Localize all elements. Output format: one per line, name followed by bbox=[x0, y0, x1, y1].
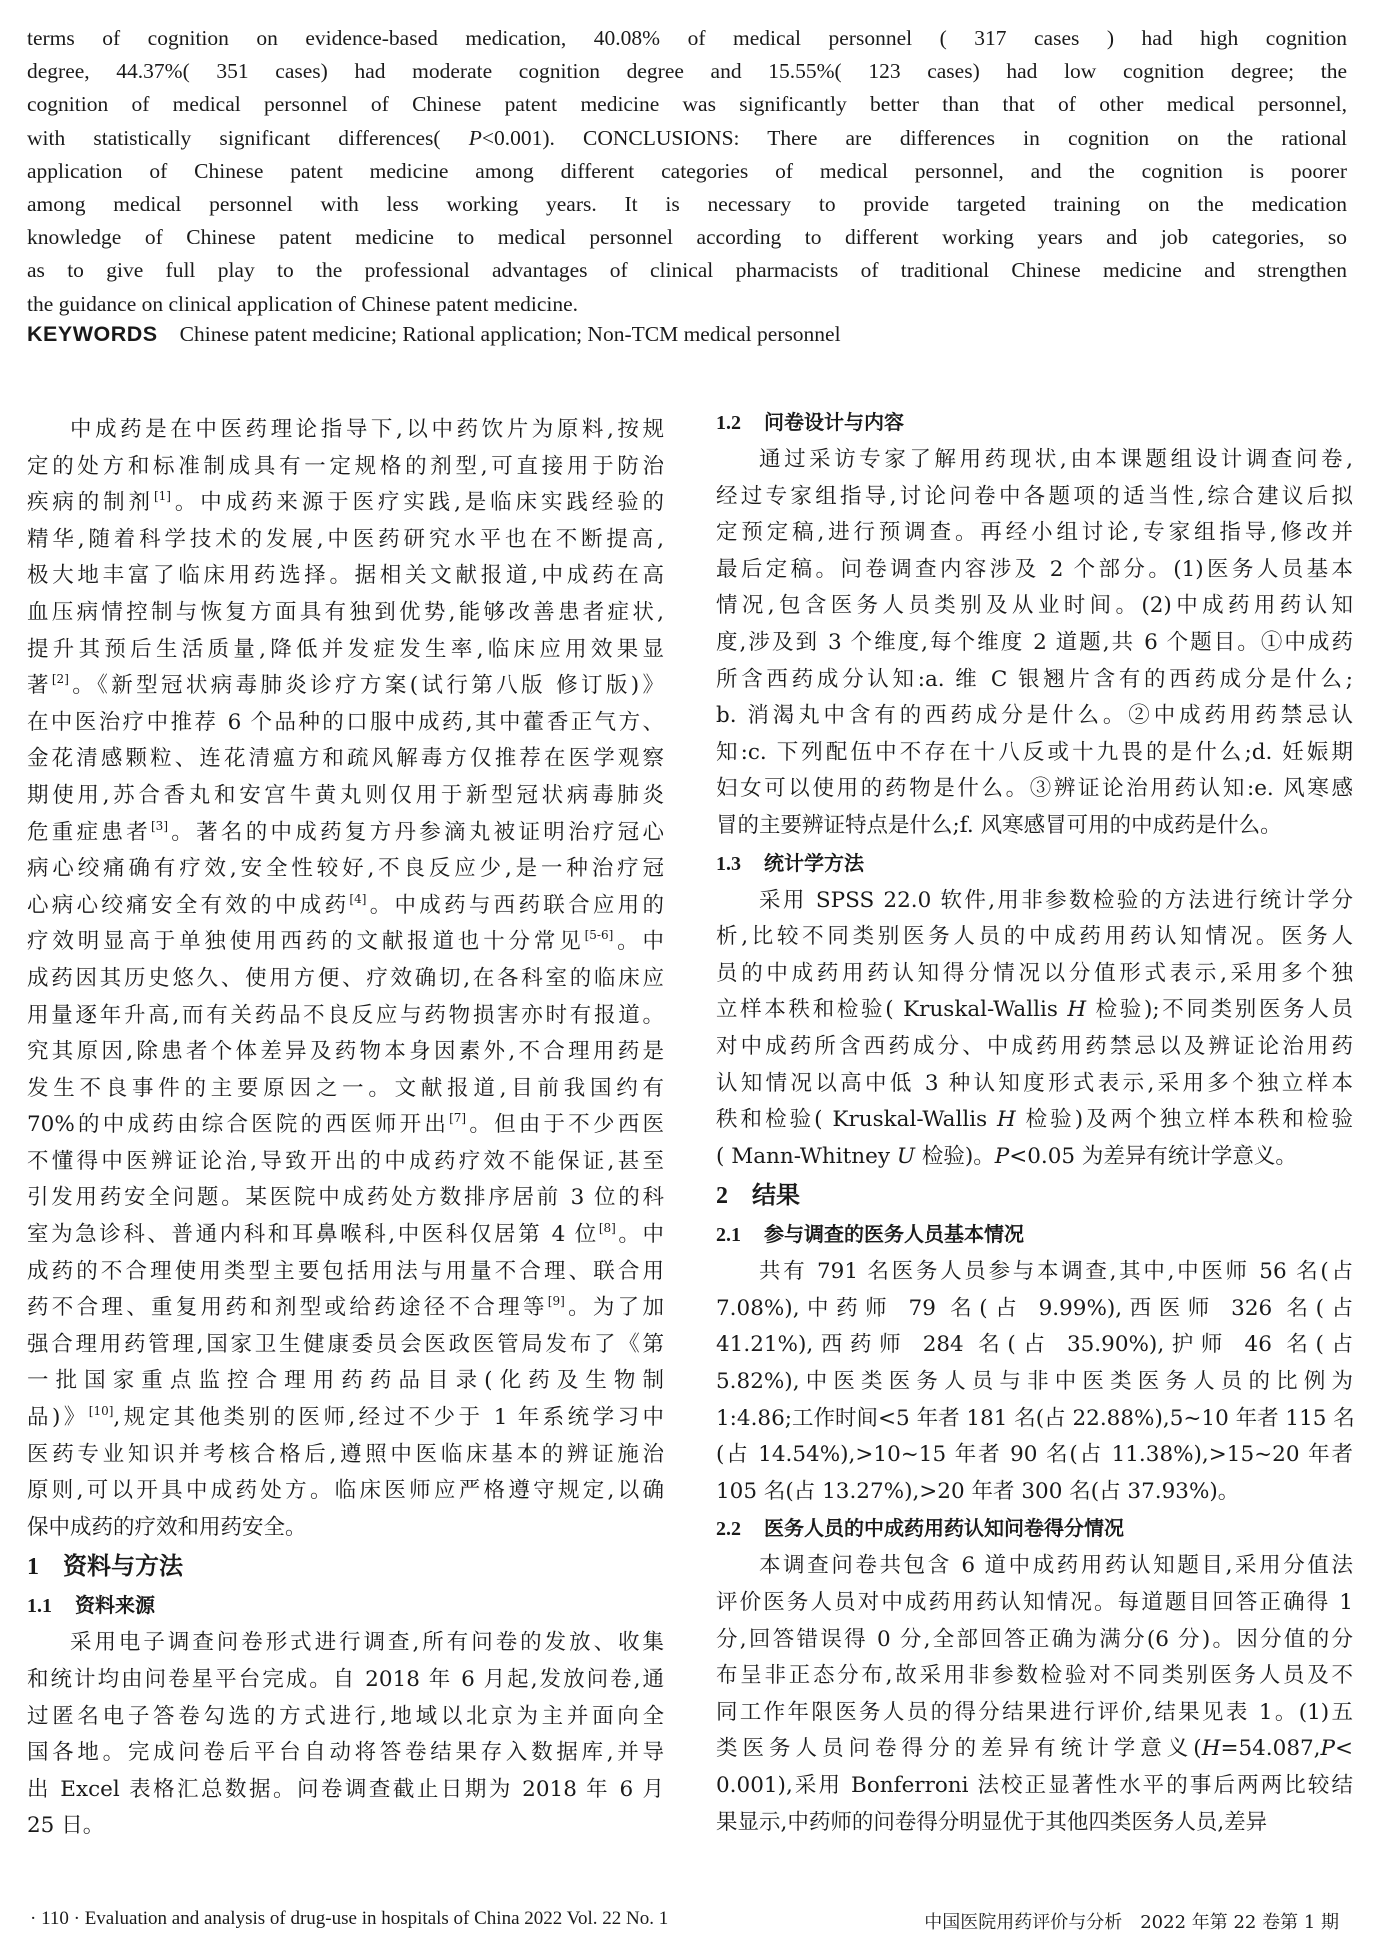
text-line: 成药的不合理使用类型主要包括用法与用量不合理、联合用 bbox=[27, 1258, 664, 1284]
text-line: 25 日。 bbox=[27, 1813, 105, 1839]
text-line: 定的处方和标准制成具有一定规格的剂型,可直接用于防治 bbox=[27, 453, 664, 479]
text-line: 70%的中成药由综合医院的西医师开出[7]。但由于不少西医 bbox=[27, 1111, 664, 1138]
section-title: 结果 bbox=[752, 1181, 800, 1210]
text-line: 5.82%),中医类医务人员与非中医类医务人员的比例为 bbox=[716, 1369, 1353, 1395]
text-line: 疾病的制剂[1]。中成药来源于医疗实践,是临床实践经验的 bbox=[27, 489, 664, 516]
text-line: (占 14.54%),>10~15 年者 90 名(占 11.38%),>15~20 年者 bbox=[716, 1442, 1353, 1468]
text-line: 用量逐年升高,而有关药品不良反应与药物损害亦时有报道。 bbox=[27, 1002, 664, 1028]
text-line: 中成药是在中医药理论指导下,以中药饮片为原料,按规 bbox=[70, 417, 664, 442]
text-line: 危重症患者[3]。著名的中成药复方丹参滴丸被证明治疗冠心 bbox=[27, 818, 664, 845]
keywords-text: Chinese patent medicine; Rational application; Non-TCM medical personnel bbox=[179, 322, 841, 346]
abstract-english bbox=[27, 22, 1347, 321]
citation: [8] bbox=[598, 1221, 616, 1236]
text-line: 国各地。完成问卷后平台自动将答卷结果存入数据库,并导 bbox=[27, 1740, 664, 1766]
section-number: 1.2 bbox=[716, 412, 741, 434]
section-number: 1.1 bbox=[27, 1595, 52, 1618]
left-column bbox=[27, 412, 664, 1845]
text-line: 知:c. 下列配伍中不存在十八反或十九畏的是什么;d. 妊娠期 bbox=[716, 739, 1353, 765]
section-title: 问卷设计与内容 bbox=[764, 410, 904, 434]
text-line: 秩和检验( Kruskal-Wallis H 检验)及两个独立样本秩和检验 bbox=[716, 1107, 1353, 1133]
text-line: 究其原因,除患者个体差异及药物本身因素外,不合理用药是 bbox=[27, 1039, 664, 1065]
citation: [10] bbox=[88, 1404, 114, 1419]
text-line: 分,回答错误得 0 分,全部回答正确为满分(6 分)。因分值的分 bbox=[716, 1626, 1353, 1652]
text-line: 1:4.86;工作时间<5 年者 181 名(占 22.88%),5~10 年者 115 名 bbox=[716, 1405, 1355, 1431]
text-line: 发生不良事件的主要原因之一。文献报道,目前我国约有 bbox=[27, 1075, 664, 1101]
text-line: 提升其预后生活质量,降低并发症发生率,临床应用效果显 bbox=[27, 636, 664, 662]
text-line: 一批国家重点监控合理用药药品目录(化药及生物制 bbox=[27, 1368, 664, 1394]
text-line: 不懂得中医辨证论治,导致开出的中成药疗效不能保证,甚至 bbox=[27, 1148, 664, 1174]
abstract-line: terms of cognition on evidence-based medication, 40.08% of medical personnel ( 317 cases ) had high cognition bbox=[27, 26, 1347, 50]
section-2-2-paragraph bbox=[716, 1548, 1353, 1841]
text-line: 本调查问卷共包含 6 道中成药用药认知题目,采用分值法 bbox=[759, 1553, 1353, 1579]
keywords bbox=[27, 322, 841, 347]
citation: [5-6] bbox=[584, 928, 614, 943]
text-line: 布呈非正态分布,故采用非参数检验对不同类别医务人员及不 bbox=[716, 1663, 1353, 1689]
issue-info: 2022 年第 22 卷第 1 期 bbox=[1140, 1912, 1339, 1933]
section-heading-2-1 bbox=[716, 1216, 1353, 1254]
citation: [2] bbox=[51, 672, 69, 687]
text-line: 成药因其历史悠久、使用方便、疗效确切,在各科室的临床应 bbox=[27, 965, 664, 991]
section-number: 2.1 bbox=[716, 1224, 741, 1247]
text-line: 药不合理、重复用药和剂型或给药途径不合理等[9]。为了加 bbox=[27, 1294, 664, 1321]
text-line: 引发用药安全问题。某医院中成药处方数排序居前 3 位的科 bbox=[27, 1185, 664, 1211]
text-line: 员的中成药用药认知得分情况以分值形式表示,采用多个独 bbox=[716, 960, 1353, 986]
text-line: 出 Excel 表格汇总数据。问卷调查截止日期为 2018 年 6 月 bbox=[27, 1776, 664, 1802]
section-number: 1 bbox=[27, 1554, 39, 1581]
section-2-1-paragraph bbox=[716, 1254, 1353, 1510]
text-line: 极大地丰富了临床用药选择。据相关文献报道,中成药在高 bbox=[27, 563, 664, 589]
text-line: 品)》[10],规定其他类别的医师,经过不少于 1 年系统学习中 bbox=[27, 1404, 664, 1431]
text-line: 著[2]。《新型冠状病毒肺炎诊疗方案(试行第八版 修订版)》 bbox=[27, 672, 664, 699]
abstract-line: the guidance on clinical application of Chinese patent medicine. bbox=[27, 291, 579, 316]
section-1-1-paragraph bbox=[27, 1625, 664, 1845]
text-line: 析,比较不同类别医务人员的中成药用药认知情况。医务人 bbox=[716, 924, 1353, 950]
abstract-line: application of Chinese patent medicine among different categories of medical personnel, and the cognition is poorer bbox=[27, 158, 1347, 183]
text-line: 冒的主要辨证特点是什么;f. 风寒感冒可用的中成药是什么。 bbox=[716, 812, 1282, 838]
abstract-line: knowledge of Chinese patent medicine to medical personnel according to different working years and job categories, so bbox=[27, 225, 1347, 250]
text-line: 7.08%),中药师 79 名(占 9.99%),西医师 326 名(占 bbox=[716, 1295, 1353, 1321]
text-line: 心病心绞痛安全有效的中成药[4]。中成药与西药联合应用的 bbox=[27, 891, 664, 918]
citation: [3] bbox=[151, 818, 168, 833]
journal-name: 中国医院用药评价与分析 bbox=[924, 1912, 1123, 1933]
abstract-line: with statistically significant differences( P<0.001). CONCLUSIONS: There are differences in cognition on the rational bbox=[27, 125, 1348, 150]
abstract-line: among medical personnel with less working years. It is necessary to provide targeted training on the medication bbox=[27, 192, 1347, 217]
text-line: 经过专家组指导,讨论问卷中各题项的适当性,综合建议后拟 bbox=[716, 483, 1353, 509]
citation: [1] bbox=[153, 489, 171, 504]
footer-journal-english: · 110 · Evaluation and analysis of drug-use in hospitals of China 2022 Vol. 22 No. 1 bbox=[30, 1908, 669, 1929]
text-line: 认知情况以高中低 3 种认知度形式表示,采用多个独立样本 bbox=[716, 1070, 1353, 1096]
section-heading-1-3 bbox=[716, 845, 1353, 883]
text-line: b. 消渴丸中含有的西药成分是什么。②中成药用药禁忌认 bbox=[716, 703, 1353, 729]
text-line: 41.21%),西药师 284 名(占 35.90%),护师 46 名(占 bbox=[716, 1332, 1353, 1358]
citation: [7] bbox=[449, 1111, 467, 1126]
section-number: 2.2 bbox=[716, 1518, 741, 1541]
section-number: 2 bbox=[716, 1183, 728, 1210]
text-line: 立样本秩和检验( Kruskal-Wallis H 检验);不同类别医务人员 bbox=[716, 997, 1353, 1023]
keywords-label: KEYWORDS bbox=[27, 322, 158, 346]
text-line: 和统计均由问卷星平台完成。自 2018 年 6 月起,发放问卷,通 bbox=[27, 1667, 664, 1692]
text-line: 妇女可以使用的药物是什么。③辨证论治用药认知:e. 风寒感 bbox=[716, 776, 1353, 802]
text-line: 通过采访专家了解用药现状,由本课题组设计调查问卷, bbox=[759, 447, 1353, 472]
section-heading-2-2 bbox=[716, 1510, 1353, 1548]
section-title: 统计学方法 bbox=[764, 850, 864, 875]
text-line: 定预定稿,进行预调查。再经小组讨论,专家组指导,修改并 bbox=[716, 520, 1353, 546]
text-line: 最后定稿。问卷调查内容涉及 2 个部分。(1)医务人员基本 bbox=[716, 556, 1353, 582]
text-line: 过匿名电子答卷勾选的方式进行,地域以北京为主并面向全 bbox=[27, 1703, 664, 1729]
text-line: 在中医治疗中推荐 6 个品种的口服中成药,其中藿香正气方、 bbox=[27, 709, 664, 735]
section-title: 医务人员的中成药用药认知问卷得分情况 bbox=[764, 1516, 1124, 1541]
text-line: 情况,包含医务人员类别及从业时间。(2)中成药用药认知 bbox=[716, 593, 1353, 619]
text-line: 精华,随着科学技术的发展,中医药研究水平也在不断提高, bbox=[27, 526, 664, 552]
text-line: 保中成药的疗效和用药安全。 bbox=[27, 1514, 307, 1540]
text-line: 强合理用药管理,国家卫生健康委员会医政医管局发布了《第 bbox=[27, 1331, 664, 1357]
section-title: 资料与方法 bbox=[63, 1552, 183, 1581]
section-title: 资料来源 bbox=[75, 1593, 155, 1618]
text-line: 类医务人员问卷得分的差异有统计学意义(H=54.087,P< bbox=[716, 1736, 1353, 1762]
section-heading-1-1 bbox=[27, 1587, 664, 1625]
text-line: 采用电子调查问卷形式进行调查,所有问卷的发放、收集 bbox=[70, 1630, 664, 1656]
section-1-2-paragraph bbox=[716, 442, 1353, 845]
text-line: 病心绞痛确有疗效,安全性较好,不良反应少,是一种治疗冠 bbox=[27, 856, 664, 882]
text-line: 血压病情控制与恢复方面具有独到优势,能够改善患者症状, bbox=[27, 599, 664, 625]
abstract-line: cognition of medical personnel of Chinese patent medicine was significantly better than that of other medical personnel, bbox=[27, 92, 1347, 117]
abstract-line: degree, 44.37%( 351 cases) had moderate cognition degree and 15.55%( 123 cases) had low cognition degree; the bbox=[27, 59, 1347, 84]
text-line: 室为急诊科、普通内科和耳鼻喉科,中医科仅居第 4 位[8]。中 bbox=[27, 1221, 664, 1248]
text-line: 共有 791 名医务人员参与本调查,其中,中医师 56 名(占 bbox=[759, 1259, 1353, 1285]
text-line: 疗效明显高于单独使用西药的文献报道也十分常见[5-6]。中 bbox=[27, 928, 664, 955]
section-heading-1 bbox=[27, 1546, 664, 1587]
section-heading-1-2 bbox=[716, 404, 1353, 442]
citation: [9] bbox=[547, 1294, 565, 1309]
text-line: ( Mann-Whitney U 检验)。P<0.05 为差异有统计学意义。 bbox=[716, 1143, 1297, 1169]
text-line: 0.001),采用 Bonferroni 法校正显著性水平的事后两两比较结 bbox=[716, 1773, 1353, 1798]
abstract-line: as to give full play to the professional advantages of clinical pharmacists of traditional Chinese medicine and strengthen bbox=[27, 258, 1347, 283]
text-line: 医药专业知识并考核合格后,遵照中医临床基本的辨证施治 bbox=[27, 1441, 664, 1467]
intro-paragraph bbox=[27, 412, 664, 1546]
section-title: 参与调查的医务人员基本情况 bbox=[764, 1222, 1024, 1247]
text-line: 同工作年限医务人员的得分结果进行评价,结果见表 1。(1)五 bbox=[716, 1699, 1353, 1725]
footer-journal-chinese bbox=[924, 1908, 1339, 1934]
text-line: 所含西药成分认知:a. 维 C 银翘片含有的西药成分是什么; bbox=[716, 666, 1353, 692]
text-line: 105 名(占 13.27%),>20 年者 300 名(占 37.93%)。 bbox=[716, 1478, 1240, 1504]
section-number: 1.3 bbox=[716, 852, 741, 875]
text-line: 对中成药所含西药成分、中成药用药禁忌以及辨证论治用药 bbox=[716, 1033, 1353, 1059]
right-column bbox=[716, 404, 1353, 1841]
text-line: 评价医务人员对中成药用药认知情况。每道题目回答正确得 1 bbox=[716, 1590, 1353, 1616]
section-1-3-paragraph bbox=[716, 883, 1353, 1176]
text-line: 采用 SPSS 22.0 软件,用非参数检验的方法进行统计学分 bbox=[759, 887, 1353, 913]
text-line: 原则,可以开具中成药处方。临床医师应严格遵守规定,以确 bbox=[27, 1478, 664, 1504]
text-line: 期使用,苏合香丸和安宫牛黄丸则仅用于新型冠状病毒肺炎 bbox=[27, 782, 664, 808]
citation: [4] bbox=[349, 891, 367, 906]
section-heading-2 bbox=[716, 1175, 1353, 1216]
text-line: 金花清感颗粒、连花清瘟方和疏风解毒方仅推荐在医学观察 bbox=[27, 746, 664, 772]
text-line: 果显示,中药师的问卷得分明显优于其他四类医务人员,差异 bbox=[716, 1809, 1268, 1835]
text-line: 度,涉及到 3 个维度,每个维度 2 道题,共 6 个题目。①中成药 bbox=[716, 629, 1353, 655]
